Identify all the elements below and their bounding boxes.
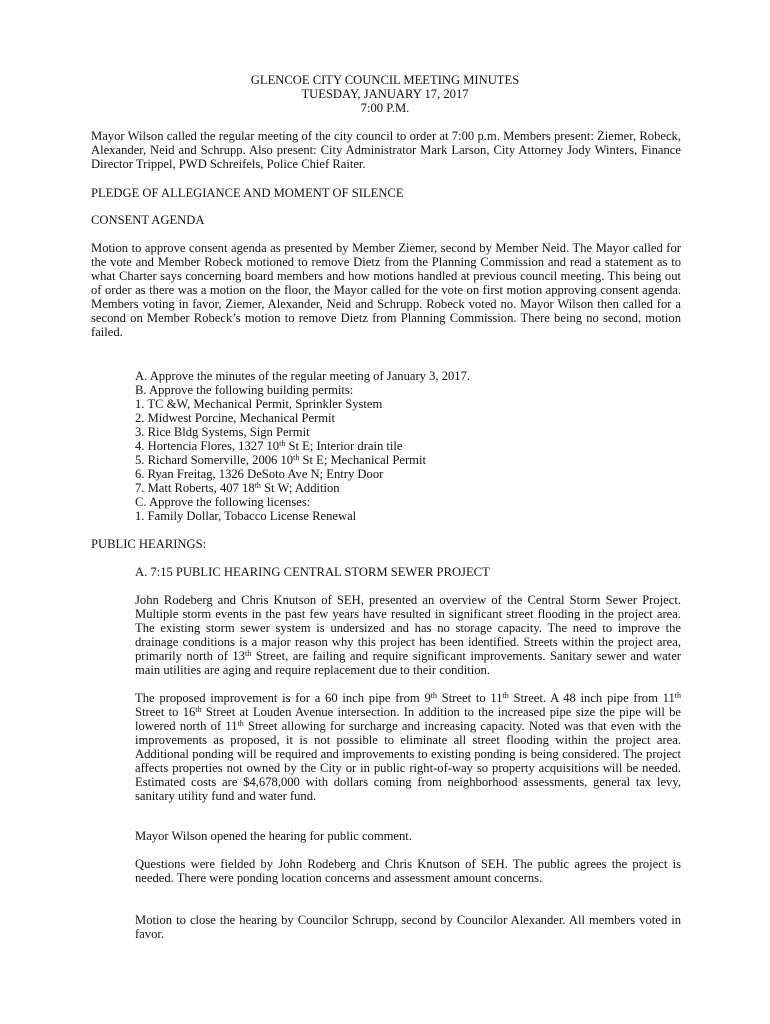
- hearing-questions-paragraph: Questions were fielded by John Rodeberg and Chris Knutson of SEH. The public agrees the project is needed. There were ponding location concerns and assessment amount concerns.: [135, 857, 681, 885]
- consent-item-a: A. Approve the minutes of the regular meeting of January 3, 2017.: [135, 369, 471, 383]
- permit-item: 6. Ryan Freitag, 1326 DeSoto Ave N; Entry Door: [135, 467, 384, 481]
- permit-item: 5. Richard Somerville, 2006 10th St E; Mechanical Permit: [135, 453, 426, 467]
- consent-agenda-heading: CONSENT AGENDA: [91, 213, 205, 227]
- pledge-heading: PLEDGE OF ALLEGIANCE AND MOMENT OF SILENCE: [91, 186, 404, 200]
- consent-item-c: C. Approve the following licenses:: [135, 495, 311, 509]
- permit-item: 4. Hortencia Flores, 1327 10th St E; Interior drain tile: [135, 439, 403, 453]
- permit-item: 7. Matt Roberts, 407 18th St W; Addition: [135, 481, 340, 495]
- public-hearings-heading: PUBLIC HEARINGS:: [91, 537, 207, 551]
- permit-item: 2. Midwest Porcine, Mechanical Permit: [135, 411, 336, 425]
- permit-item: 3. Rice Bldg Systems, Sign Permit: [135, 425, 310, 439]
- license-item: 1. Family Dollar, Tobacco License Renewal: [135, 509, 357, 523]
- meeting-date: TUESDAY, JANUARY 17, 2017: [301, 87, 469, 101]
- permit-item: 1. TC &W, Mechanical Permit, Sprinkler System: [135, 397, 383, 411]
- hearing-improvement-paragraph: The proposed improvement is for a 60 inch pipe from 9th Street to 11th Street. A 48 inch pipe from 11th Street to 16th Street at Louden Avenue intersection. In addition to the increased pipe size the pipe will be lowered north of 11th Street allowing for surcharge and increasing capacity. Noted was that even with the improvements as proposed, it is not possible to eliminate all street flooding within the project area. Additional ponding will be required and improvements to existing ponding is being considered. The project affects properties not owned by the City or in public right-of-way so property acquisitions will be needed. Estimated costs are $4,678,000 with dollars coming from neighborhood assessments, general tax levy, sanitary utility fund and water fund.: [135, 691, 681, 803]
- intro-paragraph: Mayor Wilson called the regular meeting of the city council to order at 7:00 p.m. Members present: Ziemer, Robeck, Alexander, Neid and Schrupp. Also present: City Administrator Mark Larson, City Attorney Jody Winters, Finance Director Trippel, PWD Schreifels, Police Chief Raiter.: [91, 129, 681, 171]
- consent-motion-paragraph: Motion to approve consent agenda as presented by Member Ziemer, second by Member Neid. The Mayor called for the vote and Member Robeck motioned to remove Dietz from the Planning Commission and read a statement as to what Charter says concerning board members and how motions handled at previous council meeting. This being out of order as there was a motion on the floor, the Mayor called for the vote on first motion approving consent agenda. Members voting in favor, Ziemer, Alexander, Neid and Schrupp. Robeck voted no. Mayor Wilson then called for a second on Member Robeck’s motion to remove Dietz from Planning Commission. There being no second, motion failed.: [91, 241, 681, 339]
- document-title: GLENCOE CITY COUNCIL MEETING MINUTES: [250, 73, 520, 87]
- hearing-opened-paragraph: Mayor Wilson opened the hearing for public comment.: [135, 829, 412, 843]
- hearing-a-title: A. 7:15 PUBLIC HEARING CENTRAL STORM SEWER PROJECT: [135, 565, 490, 579]
- hearing-close-motion-paragraph: Motion to close the hearing by Councilor Schrupp, second by Councilor Alexander. All members voted in favor.: [135, 913, 681, 941]
- hearing-overview-paragraph: John Rodeberg and Chris Knutson of SEH, presented an overview of the Central Storm Sewer Project. Multiple storm events in the past few years have resulted in significant street flooding in the project area. The existing storm sewer system is undersized and has no storage capacity. The need to improve the drainage conditions is a major reason why this project has been identified. Streets within the project area, primarily north of 13th Street, are failing and require significant improvements. Sanitary sewer and water main utilities are aging and require replacement due to their condition.: [135, 593, 681, 677]
- meeting-time: 7:00 P.M.: [360, 101, 410, 115]
- consent-item-b: B. Approve the following building permits:: [135, 383, 354, 397]
